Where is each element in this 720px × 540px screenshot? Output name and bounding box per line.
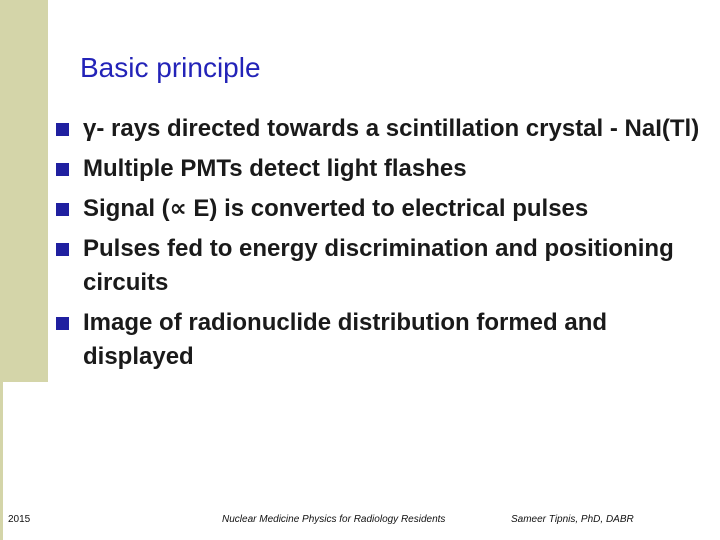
- footer-year: 2015: [8, 514, 31, 525]
- square-bullet-icon: [56, 203, 69, 216]
- bullet-item: [56, 306, 706, 374]
- square-bullet-icon: [56, 243, 69, 256]
- bullet-item: [56, 192, 706, 226]
- slide-title: Basic principle: [80, 52, 261, 83]
- bullet-text: γ- rays directed towards a scintillation crystal - NaI(Tl): [83, 115, 700, 142]
- bullet-item: [56, 232, 706, 300]
- bullet-item: [56, 112, 706, 146]
- footer-author: Sameer Tipnis, PhD, DABR: [511, 514, 634, 525]
- square-bullet-icon: [56, 163, 69, 176]
- bullet-item: [56, 152, 706, 186]
- footer-course: Nuclear Medicine Physics for Radiology Residents: [222, 514, 446, 525]
- bullet-text: Signal (∝ E) is converted to electrical pulses: [83, 195, 589, 222]
- sidebar-line: [0, 0, 3, 540]
- sidebar-decoration: [0, 0, 48, 382]
- bullet-text: Pulses fed to energy discrimination and positioning circuits: [83, 235, 674, 296]
- bullet-text: Multiple PMTs detect light flashes: [83, 155, 467, 182]
- square-bullet-icon: [56, 317, 69, 330]
- bullet-text: Image of radionuclide distribution formed and displayed: [83, 309, 608, 370]
- square-bullet-icon: [56, 123, 69, 136]
- bullet-list: [56, 112, 706, 380]
